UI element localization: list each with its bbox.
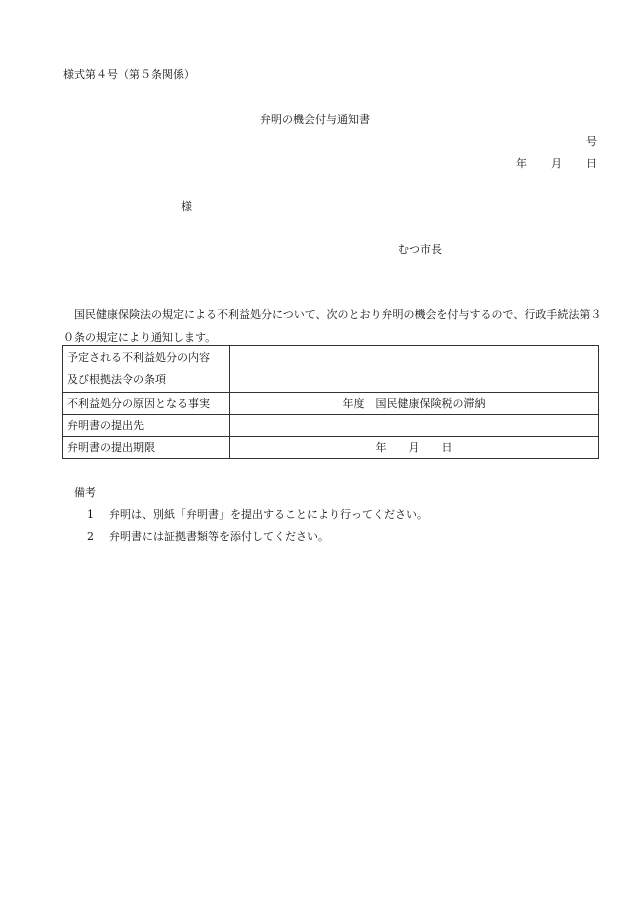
document-title: 弁明の機会付与通知書	[260, 113, 370, 126]
body-text: 国民健康保険法の規定による不利益処分について、次のとおり弁明の機会を付与するので、行政手続法第３０条の規定により通知します。	[63, 308, 602, 344]
remarks-title: 備考	[74, 486, 96, 499]
table-label-line: 予定される不利益処分の内容	[67, 351, 210, 364]
table-row	[63, 437, 599, 459]
table-value-submission-destination	[230, 415, 599, 437]
table-value-proposed-disposition	[230, 346, 599, 393]
info-table	[62, 345, 599, 459]
table-label-submission-deadline: 弁明書の提出期限	[63, 437, 230, 459]
table-row	[63, 415, 599, 437]
issuer-name: むつ市長	[398, 243, 442, 256]
table-label-proposed-disposition	[63, 346, 230, 393]
remark-item	[87, 506, 428, 522]
issue-date-month: 月	[551, 157, 562, 170]
table-row	[63, 346, 599, 393]
remark-text: 弁明は、別紙「弁明書」を提出することにより行ってください。	[109, 508, 428, 521]
addressee-suffix: 様	[181, 200, 192, 213]
table-value-cause-fact: 年度 国民健康保険税の滞納	[230, 393, 599, 415]
issue-date-year: 年	[516, 157, 527, 170]
table-label-submission-destination: 弁明書の提出先	[63, 415, 230, 437]
issue-date-day: 日	[586, 157, 597, 170]
table-value-submission-deadline: 年 月 日	[230, 437, 599, 459]
table-row	[63, 393, 599, 415]
table-label-cause-fact: 不利益処分の原因となる事実	[63, 393, 230, 415]
table-label-line: 及び根拠法令の条項	[67, 373, 166, 386]
remark-text: 弁明書には証拠書類等を添付してください。	[109, 530, 329, 543]
form-number: 様式第４号（第５条関係）	[63, 68, 195, 81]
issue-number-label: 号	[586, 135, 597, 148]
remark-item	[87, 528, 329, 544]
remark-number: 1	[87, 508, 94, 521]
remark-number: 2	[87, 530, 94, 543]
issue-date	[516, 155, 597, 171]
